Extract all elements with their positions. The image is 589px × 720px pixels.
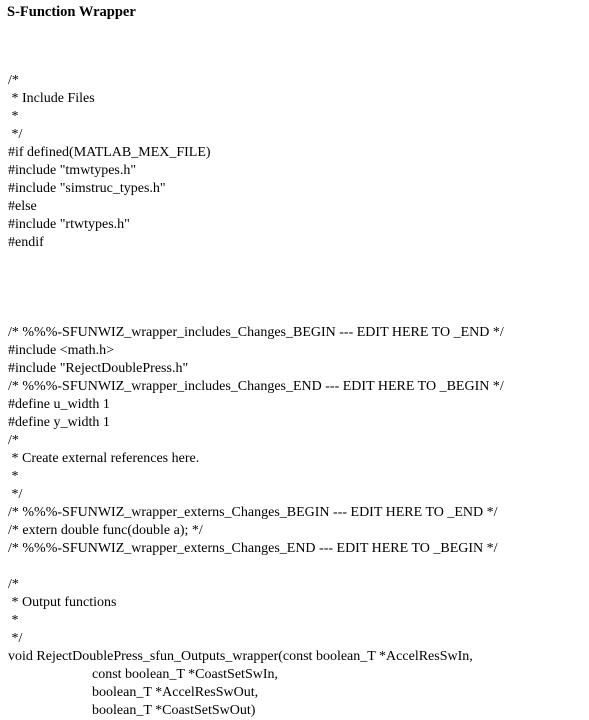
code-line: /* extern double func(double a); */	[8, 523, 203, 538]
code-line: #if defined(MATLAB_MEX_FILE)	[8, 145, 211, 160]
code-line: /* %%%-SFUNWIZ_wrapper_externs_Changes_END --- EDIT HERE TO _BEGIN */	[8, 541, 498, 556]
code-line: const boolean_T *CoastSetSwIn,	[8, 667, 279, 682]
code-line	[8, 252, 586, 270]
code-line: #else	[8, 199, 37, 214]
code-line: #include "rtwtypes.h"	[8, 217, 130, 232]
code-line: *	[8, 109, 19, 124]
code-line: #include "simstruc_types.h"	[8, 181, 166, 196]
code-line: */	[8, 631, 23, 646]
code-line	[8, 288, 586, 306]
code-line: boolean_T *CoastSetSwOut)	[8, 703, 256, 718]
code-line: /*	[8, 73, 19, 88]
code-line: #define y_width 1	[8, 415, 110, 430]
code-line: #define u_width 1	[8, 397, 110, 412]
code-line: #endif	[8, 235, 44, 250]
code-line	[8, 306, 586, 324]
code-line: *	[8, 613, 19, 628]
code-line: *	[8, 469, 19, 484]
code-line: /*	[8, 577, 19, 592]
code-line: * Output functions	[8, 595, 117, 610]
code-line: /* %%%-SFUNWIZ_wrapper_externs_Changes_BEGIN --- EDIT HERE TO _END */	[8, 505, 498, 520]
code-block	[8, 72, 586, 720]
page-title: S-Function Wrapper	[7, 4, 136, 20]
code-line: boolean_T *AccelResSwOut,	[8, 685, 259, 700]
code-line: void RejectDoublePress_sfun_Outputs_wrapper(const boolean_T *AccelResSwIn,	[8, 649, 473, 664]
code-line: /* %%%-SFUNWIZ_wrapper_includes_Changes_END --- EDIT HERE TO _BEGIN */	[8, 379, 504, 394]
code-line	[8, 558, 586, 576]
code-line: #include "tmwtypes.h"	[8, 163, 137, 178]
code-line: #include <math.h>	[8, 343, 114, 358]
code-line: */	[8, 487, 23, 502]
code-line: /*	[8, 433, 19, 448]
code-line	[8, 270, 586, 288]
code-line: * Include Files	[8, 91, 95, 106]
code-line: * Create external references here.	[8, 451, 200, 466]
code-line: /* %%%-SFUNWIZ_wrapper_includes_Changes_BEGIN --- EDIT HERE TO _END */	[8, 325, 504, 340]
code-line: #include "RejectDoublePress.h"	[8, 361, 189, 376]
code-line: */	[8, 127, 23, 142]
